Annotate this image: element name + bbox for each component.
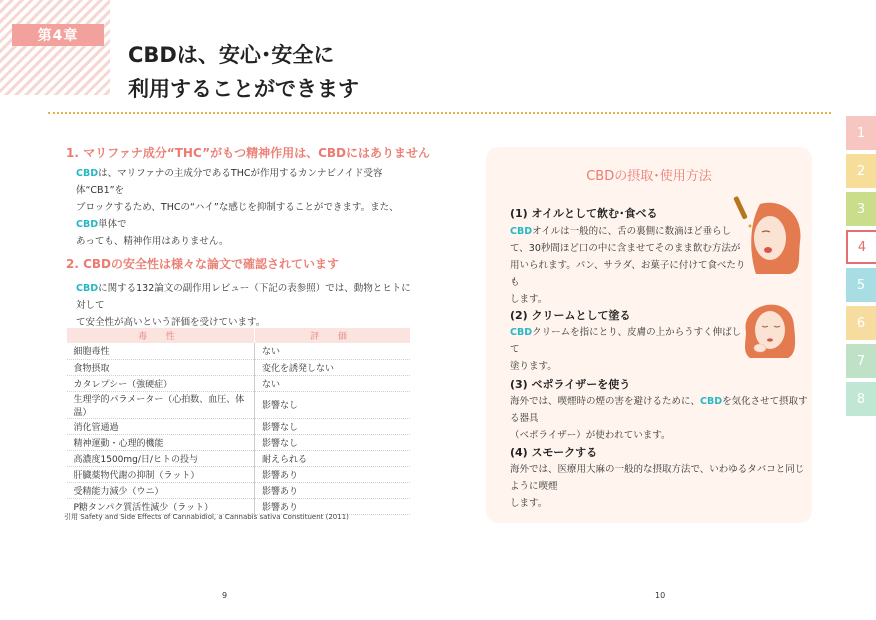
table-cell: 影響あり	[255, 466, 411, 482]
dropper-icon	[733, 196, 748, 220]
table-cell: 影響あり	[255, 498, 411, 514]
table-cell: 精神運動・心理的機能	[67, 434, 255, 450]
page-title	[128, 38, 359, 106]
side-tab-7[interactable]: 7	[846, 344, 876, 378]
side-tab-8[interactable]: 8	[846, 382, 876, 416]
oil-line2: て、30秒間ほど口の中に含ませてそのまま飲む方法が	[510, 243, 741, 254]
side-tab-1[interactable]: 1	[846, 116, 876, 150]
cream-body	[510, 324, 750, 375]
table-row	[67, 418, 411, 434]
cbd-term: CBD	[700, 396, 723, 407]
section1-line1: は、マリファナの主成分であるTHCが作用するカンナビノイド受容体“CB1”を	[76, 168, 383, 196]
side-tab-3[interactable]: 3	[846, 192, 876, 226]
chapter-hatch-decoration	[0, 0, 110, 95]
cbd-term: CBD	[76, 283, 99, 294]
table-row	[67, 434, 411, 450]
table-cell: 生理学的パラメーター（心拍数、血圧、体温）	[67, 391, 255, 418]
chapter-badge: 第4章	[12, 24, 104, 46]
source-citation: 引用 Safety and Side Effects of Cannabidiol, a Cannabis sativa Constituent (2011)	[64, 513, 349, 521]
cbd-term: CBD	[510, 226, 533, 237]
table-header-evaluation: 評 価	[255, 328, 411, 343]
smoke-body	[510, 461, 810, 512]
cbd-term: CBD	[76, 168, 99, 179]
side-tab-2[interactable]: 2	[846, 154, 876, 188]
table-cell: 耐えられる	[255, 450, 411, 466]
table-cell: 変化を誘発しない	[255, 359, 411, 375]
cream-line2: 塗ります。	[510, 361, 557, 372]
table-row	[67, 375, 411, 391]
section1-line3: あっても、精神作用はありません。	[76, 236, 229, 247]
vape-line2: （ベポライザー）が使われています。	[510, 430, 671, 441]
table-row	[67, 466, 411, 482]
table-row	[67, 343, 411, 359]
title-line-2: 利用することができます	[128, 77, 359, 101]
table-cell: 高濃度1500mg/日/ヒトの投与	[67, 450, 255, 466]
table-cell: 影響なし	[255, 391, 411, 418]
table-cell: 肝臓薬物代謝の抑制（ラット）	[67, 466, 255, 482]
face-shape	[755, 311, 785, 349]
face-shape	[754, 216, 786, 260]
section2-line2: て安全性が高いという評価を受けています。	[76, 317, 266, 328]
oil-line1: オイルは一般的に、舌の裏側に数滴ほど垂らし	[532, 226, 732, 237]
hand-shape	[754, 344, 766, 352]
vape-line1: 海外では、喫煙時の煙の害を避けるために、	[510, 396, 701, 407]
page-number-right: 10	[655, 591, 666, 600]
section2-heading: 2. CBDの安全性は様々な論文で確認されています	[66, 257, 340, 271]
cbd-term: CBD	[76, 219, 99, 230]
oil-line3: 用いられます。パン、サラダ、お菓子に付けて食べたりも	[510, 260, 746, 288]
section1-heading: 1. マリファナ成分“THC”がもつ精神作用は、CBDにはありません	[66, 146, 431, 160]
table-cell: 食物摂取	[67, 359, 255, 375]
panel-title: CBDの摂取･使用方法	[586, 169, 712, 184]
mouth-shape	[767, 338, 773, 341]
table-cell: 消化管通過	[67, 418, 255, 434]
section2-line1: に関する132論文の副作用レビュー（下記の表参照）では、動物とヒトに対して	[76, 283, 411, 311]
section1-line2-post: 単体で	[98, 219, 127, 230]
smoke-line2: します。	[510, 498, 548, 509]
table-cell: ない	[255, 375, 411, 391]
title-line-1: CBDは、安心･安全に	[128, 43, 335, 67]
oil-heading: (1) オイルとして飲む･食べる	[510, 207, 658, 220]
cbd-term: CBD	[510, 327, 533, 338]
table-cell: ない	[255, 343, 411, 359]
table-cell: 影響なし	[255, 418, 411, 434]
mouth-shape	[764, 247, 772, 253]
vape-heading: (3) ベポライザーを使う	[510, 378, 631, 391]
oil-dropper-illustration	[730, 196, 806, 276]
cream-heading: (2) クリームとして塗る	[510, 309, 631, 322]
table-cell: カタレプシー（強硬症）	[67, 375, 255, 391]
table-row	[67, 391, 411, 418]
table-header-toxicity: 毒 性	[67, 328, 255, 343]
section1-line2: ブロックするため、THCの“ハイ”な感じを抑制することができます。また、	[76, 202, 399, 213]
table-row	[67, 482, 411, 498]
table-cell: 影響なし	[255, 434, 411, 450]
table-row	[67, 450, 411, 466]
oil-body	[510, 223, 750, 308]
smoke-line1: 海外では、医療用大麻の一般的な摂取方法で、いわゆるタバコと同じように喫煙	[510, 464, 805, 492]
side-tab-5[interactable]: 5	[846, 268, 876, 302]
cream-line1: クリームを指にとり、皮膚の上からうすく伸ばして	[510, 327, 742, 355]
section1-body	[76, 165, 416, 250]
table-cell: P糖タンパク質活性減少（ラット）	[67, 498, 255, 514]
droplet-icon	[749, 225, 752, 228]
table-cell: 影響あり	[255, 482, 411, 498]
side-tab-4[interactable]: 4	[846, 230, 876, 264]
cream-illustration	[736, 292, 802, 360]
page-number-left: 9	[222, 591, 228, 600]
side-tab-6[interactable]: 6	[846, 306, 876, 340]
vape-line1-post: を気化させて摂取する器具	[510, 396, 808, 424]
table-cell: 細胞毒性	[67, 343, 255, 359]
section2-body	[76, 280, 416, 331]
toxicity-table	[66, 328, 410, 515]
title-divider	[48, 112, 831, 114]
oil-line4: します。	[510, 294, 548, 305]
table-cell: 受精能力減少（ウニ）	[67, 482, 255, 498]
table-row	[67, 359, 411, 375]
vape-body	[510, 393, 810, 444]
smoke-heading: (4) スモークする	[510, 446, 598, 459]
